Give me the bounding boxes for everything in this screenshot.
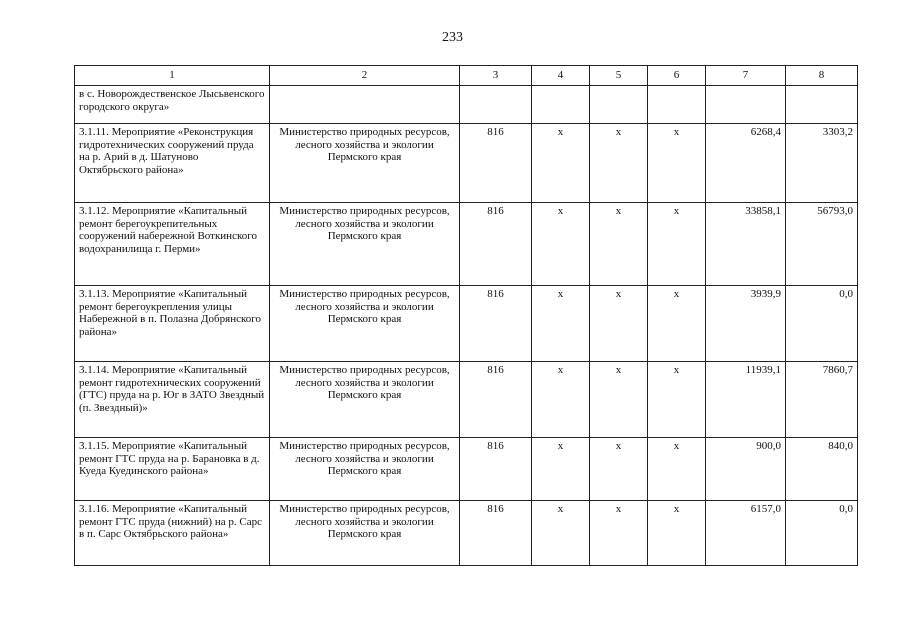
amount-col8-cell: 7860,7: [786, 362, 858, 438]
table-row: [75, 362, 858, 438]
column-header-5: 5: [590, 66, 648, 86]
column-header-4: 4: [532, 66, 590, 86]
code-cell: 816: [460, 203, 532, 286]
col6-cell: [648, 86, 706, 124]
table-row: [75, 124, 858, 203]
col5-cell: х: [590, 501, 648, 566]
amount-col8-cell: 0,0: [786, 286, 858, 362]
col4-cell: х: [532, 438, 590, 501]
amount-col8-cell: 840,0: [786, 438, 858, 501]
col5-cell: х: [590, 203, 648, 286]
column-header-8: 8: [786, 66, 858, 86]
measure-name-cell: 3.1.11. Мероприятие «Реконструкция гидротехнических сооружений пруда на р. Арий в д. Шатуново Октябрьского района»: [75, 124, 270, 203]
col5-cell: х: [590, 286, 648, 362]
code-cell: 816: [460, 124, 532, 203]
col6-cell: х: [648, 362, 706, 438]
header-row: [75, 66, 858, 86]
amount-col7-cell: 33858,1: [706, 203, 786, 286]
col4-cell: х: [532, 362, 590, 438]
col5-cell: х: [590, 124, 648, 203]
measure-name-cell: в с. Новорождественское Лысьвенского городского округа»: [75, 86, 270, 124]
column-header-6: 6: [648, 66, 706, 86]
code-cell: [460, 86, 532, 124]
responsible-cell: Министерство природных ресурсов, лесного хозяйства и экологии Пермского края: [270, 362, 460, 438]
col4-cell: х: [532, 124, 590, 203]
col6-cell: х: [648, 286, 706, 362]
code-cell: 816: [460, 438, 532, 501]
col4-cell: х: [532, 501, 590, 566]
col4-cell: [532, 86, 590, 124]
code-cell: 816: [460, 501, 532, 566]
column-header-7: 7: [706, 66, 786, 86]
amount-col7-cell: 6268,4: [706, 124, 786, 203]
amount-col8-cell: 3303,2: [786, 124, 858, 203]
responsible-cell: Министерство природных ресурсов, лесного хозяйства и экологии Пермского края: [270, 501, 460, 566]
responsible-cell: [270, 86, 460, 124]
col5-cell: х: [590, 438, 648, 501]
measure-name-cell: 3.1.16. Мероприятие «Капитальный ремонт ГТС пруда (нижний) на р. Сарс в п. Сарс Октябрьского района»: [75, 501, 270, 566]
responsible-cell: Министерство природных ресурсов, лесного хозяйства и экологии Пермского края: [270, 124, 460, 203]
measure-name-cell: 3.1.12. Мероприятие «Капитальный ремонт берегоукрепительных сооружений набережной Воткинского водохранилища г. Перми»: [75, 203, 270, 286]
table-row: [75, 286, 858, 362]
code-cell: 816: [460, 362, 532, 438]
measure-name-cell: 3.1.14. Мероприятие «Капитальный ремонт гидротехнических сооружений (ГТС) пруда на р. Юг в ЗАТО Звездный (п. Звездный)»: [75, 362, 270, 438]
table-row: [75, 501, 858, 566]
measure-name-cell: 3.1.15. Мероприятие «Капитальный ремонт ГТС пруда на р. Барановка в д. Куеда Куединского района»: [75, 438, 270, 501]
col5-cell: [590, 86, 648, 124]
col4-cell: х: [532, 203, 590, 286]
col6-cell: х: [648, 203, 706, 286]
amount-col7-cell: 6157,0: [706, 501, 786, 566]
page-number: 233: [442, 30, 463, 45]
budget-table: [74, 65, 858, 566]
col6-cell: х: [648, 124, 706, 203]
code-cell: 816: [460, 286, 532, 362]
column-header-1: 1: [75, 66, 270, 86]
column-header-3: 3: [460, 66, 532, 86]
amount-col8-cell: [786, 86, 858, 124]
table-row: [75, 86, 858, 124]
col4-cell: х: [532, 286, 590, 362]
amount-col7-cell: 3939,9: [706, 286, 786, 362]
column-header-2: 2: [270, 66, 460, 86]
col6-cell: х: [648, 501, 706, 566]
col6-cell: х: [648, 438, 706, 501]
responsible-cell: Министерство природных ресурсов, лесного хозяйства и экологии Пермского края: [270, 286, 460, 362]
responsible-cell: Министерство природных ресурсов, лесного хозяйства и экологии Пермского края: [270, 203, 460, 286]
amount-col7-cell: 11939,1: [706, 362, 786, 438]
table-row: [75, 203, 858, 286]
amount-col7-cell: 900,0: [706, 438, 786, 501]
col5-cell: х: [590, 362, 648, 438]
measure-name-cell: 3.1.13. Мероприятие «Капитальный ремонт берегоукрепления улицы Набережной в п. Полазна Добрянского района»: [75, 286, 270, 362]
responsible-cell: Министерство природных ресурсов, лесного хозяйства и экологии Пермского края: [270, 438, 460, 501]
amount-col8-cell: 56793,0: [786, 203, 858, 286]
amount-col8-cell: 0,0: [786, 501, 858, 566]
amount-col7-cell: [706, 86, 786, 124]
table-row: [75, 438, 858, 501]
